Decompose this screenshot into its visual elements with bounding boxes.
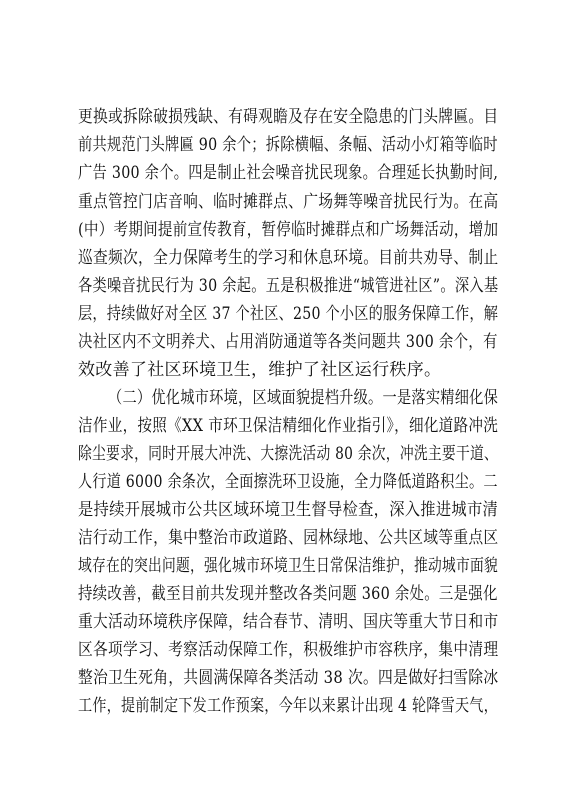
section-heading-line: （二）优化城市环境，区域面貌提档升级。一是落实精细化保 [108,388,499,408]
text-line-19: 重大活动环境秩序保障，结合春节、清明、国庆等重大节日和市 [78,612,499,632]
text-line-20: 区各项学习、考察活动保障工作，积极维护市容秩序，集中清理 [78,640,499,660]
text-line-14: 人行道 6000 余条次，全面擦洗环卫设施，全力降低道路积尘。二 [78,472,498,492]
text-line-3: 广告 300 余个。四是制止社会噪音扰民现象。合理延长执勤时间, [78,163,499,183]
text-line-15: 是持续开展城市公共区域环境卫生督导检查，深入推进城市清 [78,500,499,520]
text-line-18: 持续改善，截至目前共发现并整改各类问题 360 余处。三是强化 [78,584,498,604]
text-line-12: 洁作业，按照《XX 市环卫保洁精细化作业指引》，细化道路冲洗 [78,416,499,436]
text-line-13: 除尘要求，同时开展大冲洗、大擦洗活动 80 余次，冲洗主要干道、 [78,444,499,464]
text-line-17: 域存在的突出问题，强化城市环境卫生日常保洁维护，推动城市面貌 [78,556,498,576]
text-line-10: 效改善了社区环境卫生，维护了社区运行秩序。 [78,360,442,380]
text-line-16: 洁行动工作，集中整治市政道路、园林绿地、公共区域等重点区 [78,528,499,548]
text-line-1: 更换或拆除破损残缺、有碍观瞻及存在安全隐患的门头牌匾。目 [78,107,499,127]
text-line-4: 重点管控门店音响、临时摊群点、广场舞等噪音扰民行为。在高 [78,192,499,212]
text-line-6: 巡查频次，全力保障考生的学习和休息环境。目前共劝导、制止 [78,248,499,268]
text-line-7: 各类噪音扰民行为 30 余起。五是积极推进“城管进社区”。深入基 [78,276,499,296]
text-line-21: 整治卫生死角，共圆满保障各类活动 38 次。四是做好扫雪除冰 [78,668,499,688]
text-line-5: (中）考期间提前宣传教育，暂停临时摊群点和广场舞活动，增加 [78,220,499,240]
text-line-2: 前共规范门头牌匾 90 余个；拆除横幅、条幅、活动小灯箱等临时 [78,135,498,155]
text-line-8: 层，持续做好对全区 37 个社区、250 个小区的服务保障工作，解 [78,304,499,324]
text-line-9: 决社区内不文明养犬、占用消防通道等各类问题共 300 余个，有 [78,332,498,352]
text-line-22: 工作，提前制定下发工作预案，今年以来累计出现 4 轮降雪天气， [78,696,498,716]
